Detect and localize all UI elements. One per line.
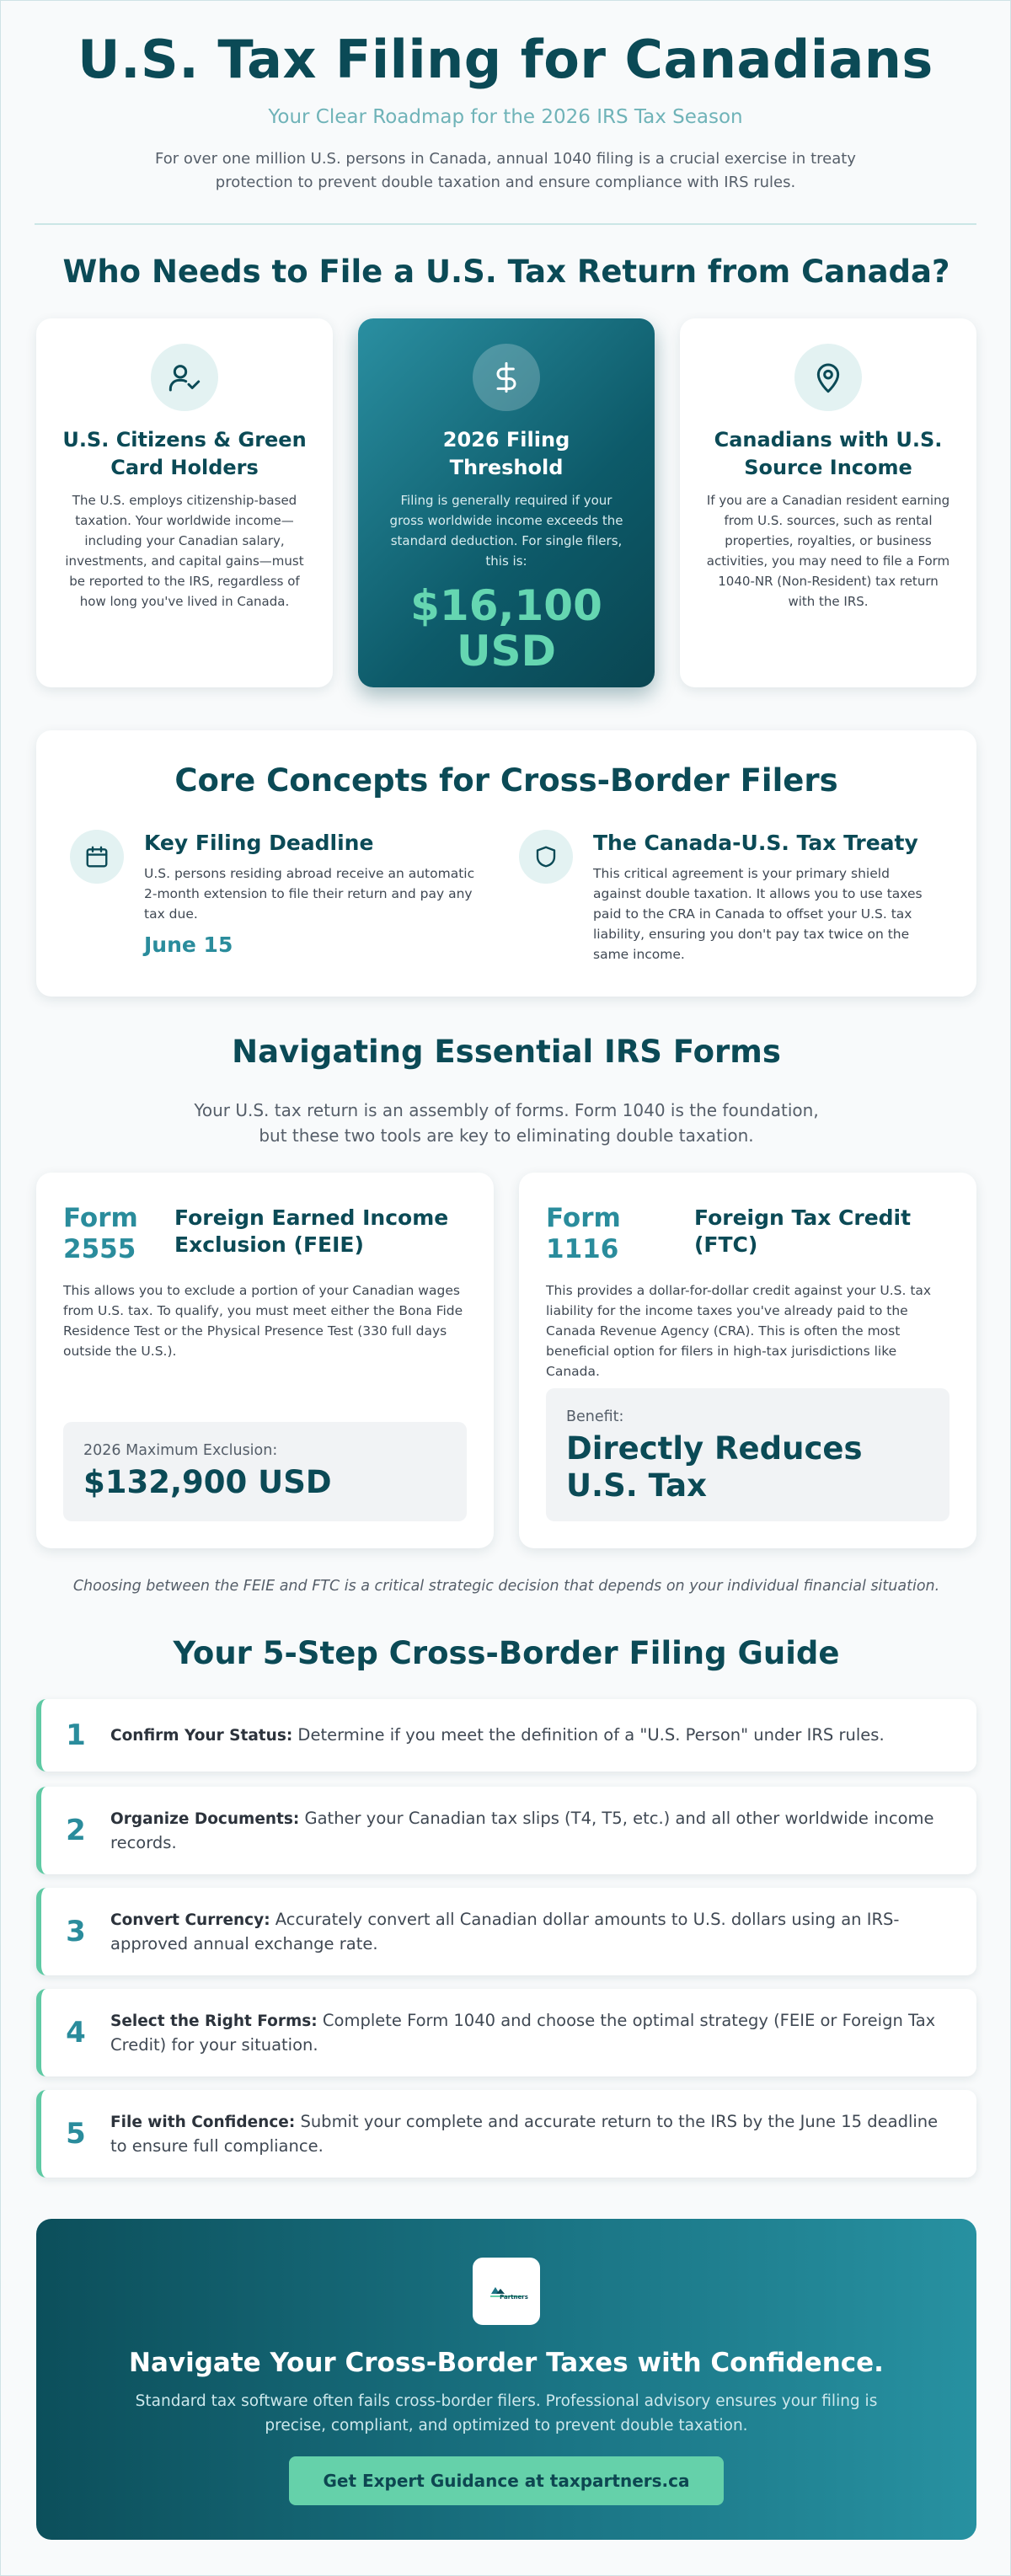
- step-number: 1: [66, 1718, 86, 1752]
- form-card-2555: [36, 1173, 494, 1548]
- box-value: Directly Reduces U.S. Tax: [566, 1430, 863, 1504]
- header: [1, 1, 1010, 225]
- step-text: Select the Right Forms: Complete Form 1040 and choose the optimal strategy (FEIE or Foreign Tax Credit) for your situation.: [110, 2010, 936, 2055]
- who-card-title: Canadians with U.S. Source Income: [714, 428, 943, 479]
- who-card-citizens: [36, 318, 333, 687]
- step-number: 2: [66, 1814, 86, 1847]
- cta-text: Standard tax software often fails cross-border filers. Professional advisory ensures your filing is precise, compliant, and optimized to prevent double taxation.: [135, 2392, 878, 2434]
- form-highlight-box: [63, 1422, 467, 1521]
- form-highlight-box: [546, 1388, 949, 1521]
- cta-title: Navigate Your Cross-Border Taxes with Confidence.: [129, 2348, 884, 2378]
- form-card-1116: [519, 1173, 976, 1548]
- who-card-threshold: [358, 318, 655, 687]
- expert-guidance-button[interactable]: Get Expert Guidance at taxpartners.ca: [289, 2456, 723, 2505]
- calendar-icon: [70, 830, 124, 884]
- step-text: Convert Currency: Accurately convert all Canadian dollar amounts to U.S. dollars using an IRS-approved annual exchange rate.: [110, 1909, 900, 1953]
- threshold-amount: $16,100 USD: [410, 581, 602, 676]
- who-card-text: The U.S. employs citizenship-based taxation. Your worldwide income—including your Canadian salary, investments, and capital gains—must be reported to the IRS, regardless of how long you've lived in Canada.: [65, 493, 304, 609]
- step-item-1: [36, 1699, 976, 1772]
- step-text: Confirm Your Status: Determine if you meet the definition of a "U.S. Person" under IRS rules.: [110, 1724, 885, 1745]
- shield-icon: [519, 830, 573, 884]
- page-title: U.S. Tax Filing for Canadians: [78, 29, 933, 90]
- form-number: Form 2555: [63, 1203, 138, 1264]
- form-description: This provides a dollar-for-dollar credit against your U.S. tax liability for the income taxes you've already paid to the Canada Revenue Agency (CRA). This is often the most beneficial option for filers in high-tax jurisdictions like Canada.: [546, 1283, 932, 1379]
- step-item-5: [36, 2090, 976, 2178]
- form-name: Foreign Earned Income Exclusion (FEIE): [174, 1205, 449, 1257]
- form-name: Foreign Tax Credit (FTC): [694, 1205, 912, 1257]
- who-card-title: U.S. Citizens & Green Card Holders: [62, 428, 307, 479]
- dollar-icon: [473, 344, 540, 411]
- forms-lede-text: Your U.S. tax return is an assembly of forms. Form 1040 is the foundation, but these two tools are key to eliminating double taxation.: [194, 1100, 819, 1146]
- step-item-3: [36, 1888, 976, 1975]
- page-lede: For over one million U.S. persons in Canada, annual 1040 filing is a crucial exercise in treaty protection to prevent double taxation and ensure compliance with IRS rules.: [155, 150, 856, 191]
- box-value: $132,900 USD: [83, 1464, 332, 1500]
- deadline-date: June 15: [144, 933, 233, 957]
- concept-title: Key Filing Deadline: [144, 831, 374, 855]
- cta-banner: [36, 2219, 976, 2540]
- forms-lede: [1, 1098, 1011, 1148]
- step-text: File with Confidence: Submit your complete and accurate return to the IRS by the June 15 deadline to ensure full compliance.: [110, 2111, 939, 2156]
- step-number: 5: [66, 2117, 86, 2151]
- step-number: 4: [66, 2016, 86, 2050]
- user-check-icon: [151, 344, 218, 411]
- logo-text: Partners: [500, 2294, 528, 2301]
- forms-note: Choosing between the FEIE and FTC is a critical strategic decision that depends on your individual financial situation.: [72, 1578, 940, 1595]
- form-number: Form 1116: [546, 1203, 621, 1264]
- step-text: Organize Documents: Gather your Canadian tax slips (T4, T5, etc.) and all other worldwide income records.: [110, 1808, 934, 1852]
- company-logo: [473, 2258, 540, 2325]
- core-section-title: Core Concepts for Cross-Border Filers: [174, 762, 838, 799]
- concept-text: This critical agreement is your primary shield against double taxation. It allows you to use taxes paid to the CRA in Canada to offset your U.S. tax liability, ensuring you don't pay tax twice on the same income.: [593, 866, 923, 962]
- header-divider: [35, 223, 976, 225]
- box-label: 2026 Maximum Exclusion:: [83, 1442, 278, 1459]
- concept-text: U.S. persons residing abroad receive an automatic 2-month extension to file their return and pay any tax due.: [144, 866, 475, 922]
- page-subtitle: Your Clear Roadmap for the 2026 IRS Tax Season: [268, 106, 743, 128]
- steps-section-title: Your 5-Step Cross-Border Filing Guide: [173, 1635, 840, 1671]
- who-card-text: Filing is generally required if your gross worldwide income exceeds the standard deduction. For single filers, this is:: [389, 493, 623, 569]
- step-number: 3: [66, 1915, 86, 1948]
- core-concepts-card: [36, 730, 976, 997]
- step-item-2: [36, 1787, 976, 1874]
- forms-section-title: Navigating Essential IRS Forms: [232, 1034, 781, 1070]
- form-description: This allows you to exclude a portion of your Canadian wages from U.S. tax. To qualify, you must meet either the Bona Fide Residence Test or the Physical Presence Test (330 full days outside the U.S.).: [63, 1283, 463, 1359]
- who-card-text: If you are a Canadian resident earning from U.S. sources, such as rental properties, royalties, or business activities, you may need to file a Form 1040-NR (Non-Resident) tax return with the IRS.: [706, 493, 950, 609]
- box-label: Benefit:: [566, 1408, 624, 1425]
- who-card-source-income: [680, 318, 976, 687]
- who-card-title: 2026 Filing Threshold: [442, 428, 570, 479]
- map-pin-icon: [794, 344, 862, 411]
- who-section-title: Who Needs to File a U.S. Tax Return from Canada?: [62, 254, 950, 290]
- step-item-4: [36, 1989, 976, 2076]
- concept-title: The Canada-U.S. Tax Treaty: [593, 831, 918, 855]
